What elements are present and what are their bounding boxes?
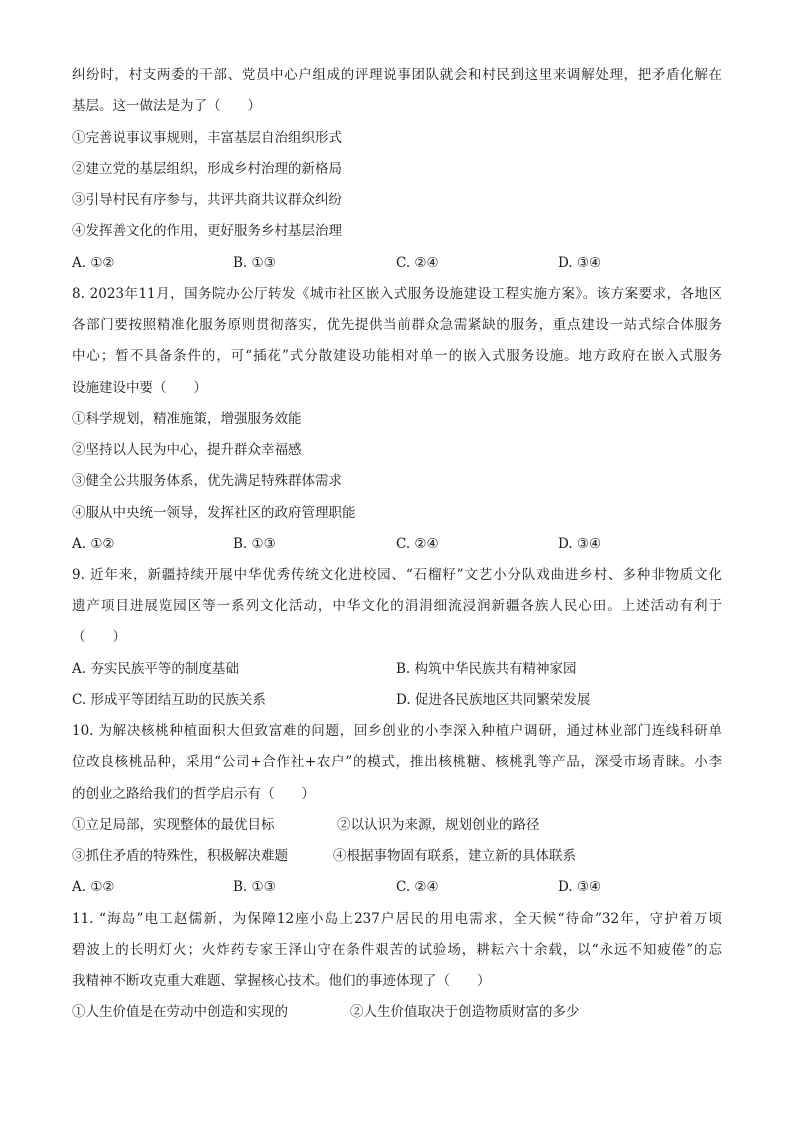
q10-statements-row-2 (72, 846, 722, 866)
q7-option-d[interactable]: D. ③④ (558, 255, 602, 271)
q7-stem-line-1: 纠纷时，村支两委的干部、党员中心户组成的评理说事团队就会和村民到这里来调解处理，把矛盾化解在 (72, 67, 722, 83)
q10-options (72, 877, 722, 897)
q10-stem-line-3: 的创业之路给我们的哲学启示有（ ） (72, 786, 315, 802)
q7-option-c[interactable]: C. ②④ (396, 255, 439, 271)
q7-statement-1: ①完善说事议事规则，丰富基层自治组织形式 (72, 130, 342, 146)
q11-stem-line-2: 碧波上的长明灯火；火炸药专家王泽山守在条件艰苦的试验场，耕耘六十余载，以“永远不知疲倦”的忘 (72, 942, 722, 958)
q10-statement-4: ④根据事物固有联系，建立新的具体联系 (333, 848, 576, 864)
q9-option-b[interactable]: B. 构筑中华民族共有精神家园 (396, 661, 577, 677)
q9-option-d[interactable]: D. 促进各民族地区共同繁荣发展 (396, 692, 591, 708)
q9-options-row-2 (72, 690, 722, 710)
q8-statement-1: ①科学规划，精准施策，增强服务效能 (72, 411, 302, 427)
q7-statement-3: ③引导村民有序参与，共评共商共议群众纠纷 (72, 192, 342, 208)
q10-statement-3: ③抓住矛盾的特殊性，积极解决难题 (72, 848, 288, 864)
q9-options-row-1 (72, 659, 722, 679)
q10-stem-line-2: 位改良核桃品种，采用“公司+合作社+农户”的模式，推出核桃糖、核桃乳等产品，深受市场青睐。小李 (72, 754, 722, 770)
q8-stem-line-1: 8. 2023年11月，国务院办公厅转发《城市社区嵌入式服务设施建设工程实施方案》。该方案要求，各地区 (72, 286, 722, 302)
q7-statement-2: ②建立党的基层组织，形成乡村治理的新格局 (72, 161, 342, 177)
q7-statement-4: ④发挥善文化的作用，更好服务乡村基层治理 (72, 223, 342, 239)
q11-statements-row-1 (72, 1002, 722, 1022)
q8-options (72, 534, 722, 554)
q8-stem-line-3: 中心；暂不具备条件的，可“插花”式分散建设功能相对单一的嵌入式服务设施。地方政府在嵌入式服务 (72, 348, 722, 364)
q10-option-c[interactable]: C. ②④ (396, 879, 439, 895)
q10-option-b[interactable]: B. ①③ (233, 879, 276, 895)
q9-stem-line-3: （ ） (72, 629, 126, 645)
q11-stem-line-1: 11. “海岛”电工赵儒新，为保障12座小岛上237户居民的用电需求，全天候“待命”32年，守护着万顷 (72, 911, 722, 927)
q7-option-a[interactable]: A. ①② (72, 255, 115, 271)
q7-option-b[interactable]: B. ①③ (233, 255, 276, 271)
q8-stem-line-4: 设施建设中要（ ） (72, 380, 207, 396)
q10-option-a[interactable]: A. ①② (72, 879, 115, 895)
q9-stem-line-1: 9. 近年来，新疆持续开展中华优秀传统文化进校园、“石榴籽”文艺小分队戏曲进乡村、多种非物质文化 (72, 567, 722, 583)
q11-stem-line-3: 我精神不断攻克重大难题、掌握核心技术。他们的事迹体现了（ ） (72, 973, 491, 989)
q8-option-d[interactable]: D. ③④ (558, 536, 602, 552)
q8-option-a[interactable]: A. ①② (72, 536, 115, 552)
q8-option-c[interactable]: C. ②④ (396, 536, 439, 552)
q9-option-a[interactable]: A. 夯实民族平等的制度基础 (72, 661, 239, 677)
q8-stem-line-2: 各部门要按照精准化服务原则贯彻落实，优先提供当前群众急需紧缺的服务，重点建设一站式综合体服务 (72, 317, 722, 333)
q10-statement-1: ①立足局部，实现整体的最优目标 (72, 817, 275, 833)
q8-statement-4: ④服从中央统一领导，发挥社区的政府管理职能 (72, 505, 356, 521)
q7-stem-line-2: 基层。这一做法是为了（ ） (72, 98, 261, 114)
q10-stem-line-1: 10. 为解决核桃种植面积大但致富难的问题，回乡创业的小李深入种植户调研，通过林业部门连线科研单 (72, 723, 722, 739)
q8-statement-2: ②坚持以人民为中心，提升群众幸福感 (72, 442, 302, 458)
q11-statement-2: ②人生价值取决于创造物质财富的多少 (350, 1004, 580, 1020)
q7-options (72, 253, 722, 273)
q10-option-d[interactable]: D. ③④ (558, 879, 602, 895)
q8-option-b[interactable]: B. ①③ (233, 536, 276, 552)
q8-statement-3: ③健全公共服务体系，优先满足特殊群体需求 (72, 473, 342, 489)
q9-stem-line-2: 遗产项目进展览园区等一系列文化活动，中华文化的涓涓细流浸润新疆各族人民心田。上述活动有利于 (72, 598, 722, 614)
q10-statements-row-1 (72, 815, 722, 835)
q9-option-c[interactable]: C. 形成平等团结互助的民族关系 (72, 692, 266, 708)
q11-statement-1: ①人生价值是在劳动中创造和实现的 (72, 1004, 288, 1020)
q10-statement-2: ②以认识为来源，规划创业的路径 (337, 817, 540, 833)
